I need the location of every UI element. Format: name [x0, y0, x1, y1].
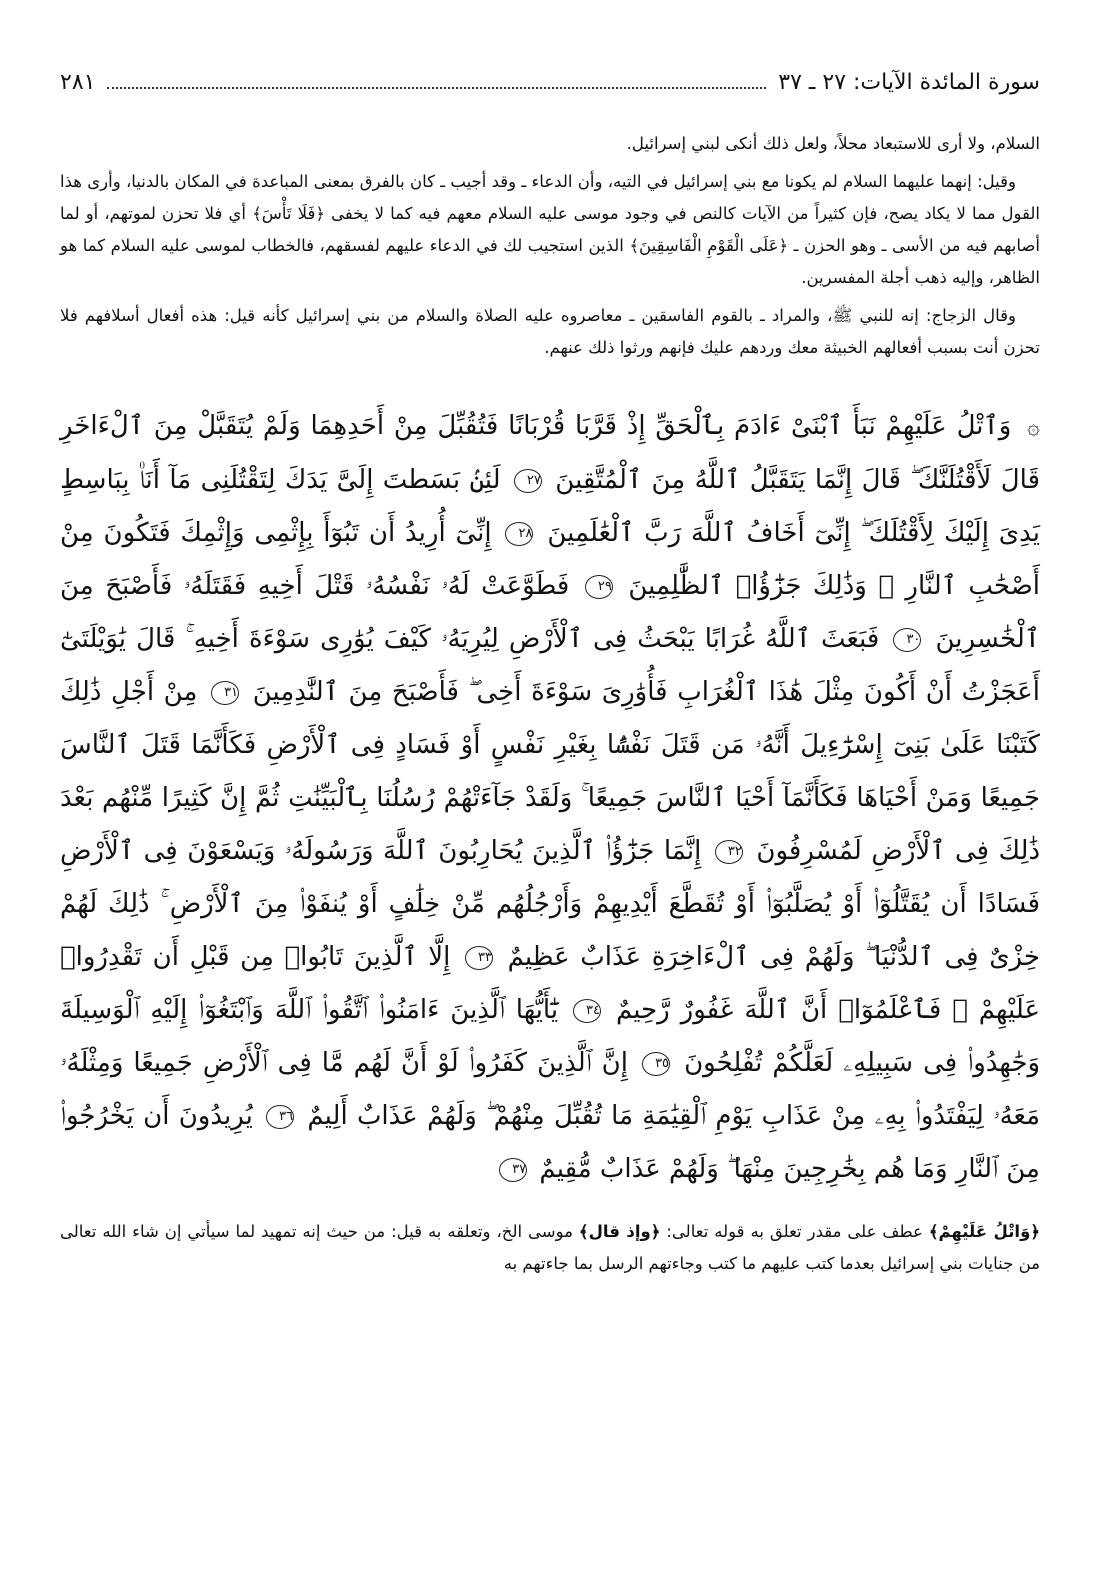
- verse-text: إِنَّ ٱلَّذِينَ كَفَرُوا۟ لَوْ أَنَّ لَهُم مَّا فِى ٱلْأَرْضِ جَمِيعًا وَمِثْلَهُۥ مَعَهُۥ لِيَفْتَدُوا۟ بِهِۦ مِنْ عَذَابِ يَوْمِ ٱلْقِيَٰمَةِ مَا تُقُبِّلَ مِنْهُمْ ۖ وَلَهُمْ عَذَابٌ أَلِيمٌ: [60, 1048, 1041, 1131]
- verse-number-marker: ٣٥: [642, 1052, 670, 1076]
- verse-number-marker: ٣٦: [266, 1105, 294, 1129]
- verse-text: فَطَوَّعَتْ لَهُۥ نَفْسُهُۥ قَتْلَ أَخِيهِ فَقَتَلَهُۥ فَأَصْبَحَ مِنَ ٱلْخَٰسِرِينَ: [60, 571, 1041, 654]
- verse-text: يَٰٓأَيُّهَا ٱلَّذِينَ ءَامَنُوا۟ ٱتَّقُوا۟ ٱللَّهَ وَٱبْتَغُوٓا۟ إِلَيْهِ ٱلْوَسِيلَةَ وَجَٰهِدُوا۟ فِى سَبِيلِهِۦ لَعَلَّكُمْ تُفْلِحُونَ: [60, 995, 1041, 1078]
- page-number: ٢٨١: [60, 70, 96, 95]
- hizb-marker-icon: ۞: [1027, 415, 1041, 440]
- commentary-paragraph: وقيل: إنهما عليهما السلام لم يكونا مع بني إسرائيل في التيه، وأن الدعاء ـ وقد أجيب ـ كان بالفرق بمعنى المباعدة في المكان بالدنيا، وأرى هذا القول مما لا يكاد يصح، فإن كثيراً من الآيات كالنص في وجود موسى عليه السلام معهم فيه كما لا يخفى ﴿فَلَا تَأْسَ﴾ أي فلا تحزن لموتهم، أو لما أصابهم فيه من الأسى ـ وهو الحزن ـ ﴿عَلَى الْقَوْمِ الْفَاسِقِينَ﴾ الذين استجيب لك في الدعاء عليهم لفسقهم، فالخطاب لموسى عليه السلام كما هو الظاهر، وإليه ذهب أجلة المفسرين.: [60, 172, 1040, 287]
- verse-number-marker: ٣٧: [499, 1158, 527, 1182]
- commentary-section: [60, 128, 1040, 364]
- footer-commentary: [60, 1216, 1040, 1280]
- verse-text: مِنْ أَجْلِ ذَٰلِكَ كَتَبْنَا عَلَىٰ بَنِىٓ إِسْرَٰٓءِيلَ أَنَّهُۥ مَن قَتَلَ نَفْسًۢا بِغَيْرِ نَفْسٍ أَوْ فَسَادٍ فِى ٱلْأَرْضِ فَكَأَنَّمَا قَتَلَ ٱلنَّاسَ جَمِيعًا وَمَنْ أَحْيَاهَا فَكَأَنَّمَآ أَحْيَا ٱلنَّاسَ جَمِيعًا ۚ وَلَقَدْ جَآءَتْهُمْ رُسُلُنَا بِٱلْبَيِّنَٰتِ ثُمَّ إِنَّ كَثِيرًا مِّنْهُم بَعْدَ ذَٰلِكَ فِى ٱلْأَرْضِ لَمُسْرِفُونَ: [60, 677, 1041, 866]
- header-title: سورة المائدة الآيات: ٢٧ ـ ٣٧: [778, 70, 1040, 95]
- verse-text: إِلَّا ٱلَّذِينَ تَابُوا۟ مِن قَبْلِ أَن تَقْدِرُوا۟ عَلَيْهِمْ ۖ فَٱعْلَمُوٓا۟ أَنَّ ٱللَّهَ غَفُورٌ رَّحِيمٌ: [60, 942, 1041, 1025]
- verse-text: لَئِنۢ بَسَطتَ إِلَىَّ يَدَكَ لِتَقْتُلَنِى مَآ أَنَا۠ بِبَاسِطٍ يَدِىَ إِلَيْكَ لِأَقْتُلَكَ ۖ إِنِّىٓ أَخَافُ ٱللَّهَ رَبَّ ٱلْعَٰلَمِينَ: [60, 465, 1041, 548]
- verse-number-marker: ٢٨: [505, 522, 533, 546]
- commentary-text: موسى الخ، وتعلقه به قيل: من حيث إنه تمهيد لما سيأتي إن شاء الله تعالى من جنايات بني إسرائيل بعدما كتب عليهم ما كتب وجاءتهم الرسل بما جاءتهم به: [60, 1222, 1040, 1273]
- commentary-text: عطف على مقدر تعلق به قوله تعالى:: [660, 1222, 929, 1241]
- commentary-paragraph: السلام، ولا أرى للاستبعاد محلاً، ولعل ذلك أنكى لبني إسرائيل.: [626, 134, 1040, 153]
- quoted-verse: ﴿وَاتْلُ عَلَيْهِمْ﴾: [928, 1222, 1041, 1241]
- quoted-verse: ﴿وإذ قال﴾: [578, 1222, 661, 1241]
- commentary-paragraph: وقال الزجاج: إنه للنبي ﷺ، والمراد ـ بالقوم الفاسقين ـ معاصروه عليه الصلاة والسلام من بني إسرائيل كأنه قيل: هذه أفعال أسلافهم فلا تحزن أنت بسبب أفعالهم الخبيثة معك وردهم عليك فإنهم ورثوا ذلك عنهم.: [60, 306, 1040, 357]
- verse-number-marker: ٣١: [211, 681, 239, 705]
- verse-text: وَٱتْلُ عَلَيْهِمْ نَبَأَ ٱبْنَىْ ءَادَمَ بِٱلْحَقِّ إِذْ قَرَّبَا قُرْبَانًا فَتُقُبِّلَ مِنْ أَحَدِهِمَا وَلَمْ يُتَقَبَّلْ مِنَ ٱلْءَاخَرِ قَالَ لَأَقْتُلَنَّكَ ۖ قَالَ إِنَّمَا يَتَقَبَّلُ ٱللَّهُ مِنَ ٱلْمُتَّقِينَ: [60, 411, 1041, 495]
- quran-verses-block: [60, 400, 1040, 1196]
- verse-number-marker: ٢٧: [514, 469, 542, 493]
- verse-number-marker: ٣٤: [573, 999, 601, 1023]
- verse-text: فَبَعَثَ ٱللَّهُ غُرَابًا يَبْحَثُ فِى ٱلْأَرْضِ لِيُرِيَهُۥ كَيْفَ يُوَٰرِى سَوْءَةَ أَخِيهِ ۚ قَالَ يَٰوَيْلَتَىٰٓ أَعَجَزْتُ أَنْ أَكُونَ مِثْلَ هَٰذَا ٱلْغُرَابِ فَأُوَٰرِىَ سَوْءَةَ أَخِى ۖ فَأَصْبَحَ مِنَ ٱلنَّٰدِمِينَ: [60, 624, 1040, 707]
- page: [60, 70, 1040, 1280]
- verse-number-marker: ٣٠: [893, 628, 921, 652]
- verse-number-marker: ٣٣: [465, 946, 493, 970]
- header-dot-leader: [107, 73, 766, 89]
- verse-number-marker: ٣٢: [715, 840, 743, 864]
- verse-text: يُرِيدُونَ أَن يَخْرُجُوا۟ مِنَ ٱلنَّارِ وَمَا هُم بِخَٰرِجِينَ مِنْهَا ۖ وَلَهُمْ عَذَابٌ مُّقِيمٌ: [60, 1101, 1040, 1184]
- verse-number-marker: ٢٩: [585, 575, 613, 599]
- verse-text: إِنَّمَا جَزَٰٓؤُا۟ ٱلَّذِينَ يُحَارِبُونَ ٱللَّهَ وَرَسُولَهُۥ وَيَسْعَوْنَ فِى ٱلْأَرْضِ فَسَادًا أَن يُقَتَّلُوٓا۟ أَوْ يُصَلَّبُوٓا۟ أَوْ تُقَطَّعَ أَيْدِيهِمْ وَأَرْجُلُهُم مِّنْ خِلَٰفٍ أَوْ يُنفَوْا۟ مِنَ ٱلْأَرْضِ ۚ ذَٰلِكَ لَهُمْ خِزْىٌ فِى ٱلدُّنْيَا ۖ وَلَهُمْ فِى ٱلْءَاخِرَةِ عَذَابٌ عَظِيمٌ: [60, 836, 1040, 972]
- running-header: [60, 70, 1040, 118]
- verse-text: إِنِّىٓ أُرِيدُ أَن تَبُوٓأَ بِإِثْمِى وَإِثْمِكَ فَتَكُونَ مِنْ أَصْحَٰبِ ٱلنَّارِ ۚ وَذَٰلِكَ جَزَٰٓؤُا۟ ٱلظَّٰلِمِينَ: [60, 518, 1041, 601]
